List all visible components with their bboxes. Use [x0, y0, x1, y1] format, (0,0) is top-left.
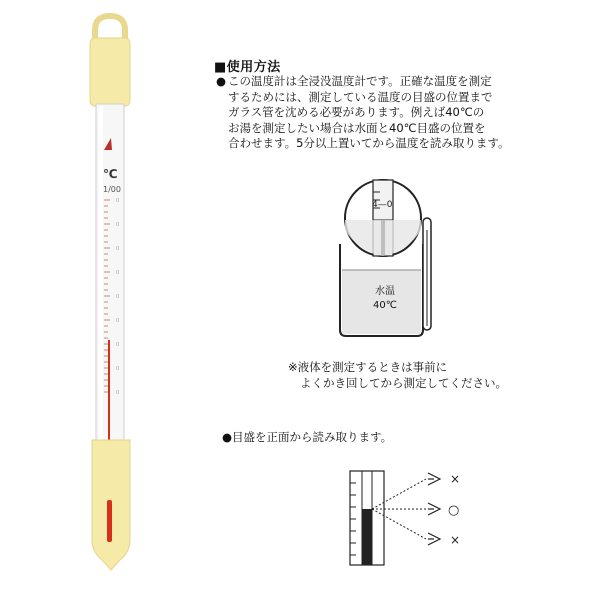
svg-text:0: 0 [116, 366, 120, 372]
water-temp-label: 40℃ [373, 300, 397, 311]
thermometer-image [0, 0, 160, 600]
wrong-mark: × [450, 533, 461, 547]
svg-text:0: 0 [116, 198, 120, 204]
svg-text:0: 0 [116, 342, 120, 348]
correct-mark: ○ [448, 503, 460, 518]
water-label: 水温 [375, 286, 395, 297]
svg-text:0: 0 [116, 318, 120, 324]
instruction-line: するためには、測定している温度の目盛の位置まで [228, 89, 493, 104]
reading-angle-diagram [340, 465, 480, 575]
reading-instruction: ●目盛を正面から読み取ります。 [222, 430, 393, 444]
svg-text:0: 0 [116, 390, 120, 396]
svg-text:0: 0 [116, 222, 120, 228]
usage-heading: ■使用方法 [214, 60, 281, 75]
unit-label: ℃ [103, 167, 118, 181]
svg-text:0: 0 [116, 270, 120, 276]
svg-text:0: 0 [116, 246, 120, 252]
instruction-line: ガラス管を沈める必要があります。例えば40℃の [228, 105, 485, 119]
scale-label: 4—0 [372, 200, 393, 210]
note-line: よくかき回してから測定してください。 [300, 375, 507, 390]
instruction-line: 合わせます。5分以上置いてから温度を読み取ります。 [228, 136, 510, 150]
wrong-mark: × [450, 472, 461, 486]
stir-note [288, 360, 507, 391]
bullet: ● [216, 74, 227, 88]
svg-text:0: 0 [116, 294, 120, 300]
instruction-line: お湯を測定したい場合は水面と40℃目盛の位置を [228, 120, 486, 135]
svg-text:1/00: 1/00 [103, 185, 121, 194]
note-line: ※液体を測定するときは事前に [288, 360, 448, 374]
instruction-line: この温度計は全浸没温度計です。正確な温度を測定 [228, 74, 492, 88]
immersion-diagram [335, 170, 445, 340]
usage-instructions [216, 74, 588, 152]
